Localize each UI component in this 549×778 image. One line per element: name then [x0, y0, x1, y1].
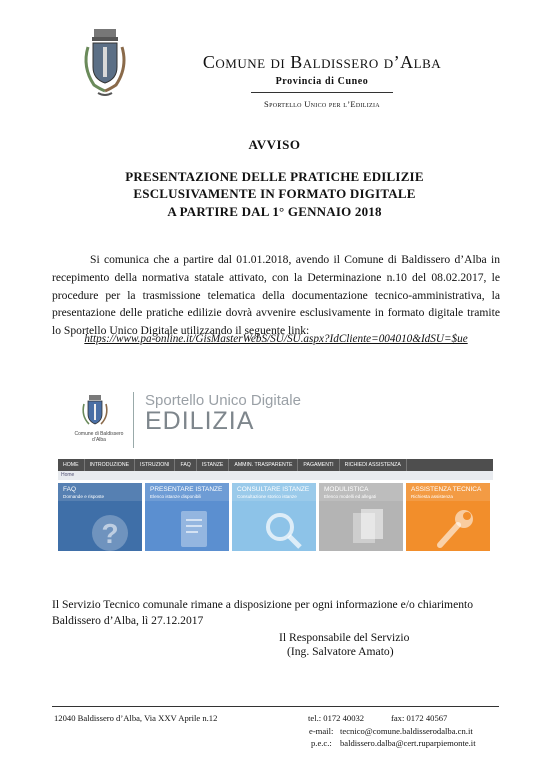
tile-desc: Richiesta assistenza	[411, 494, 453, 499]
nav-istruzioni[interactable]: ISTRUZIONI	[135, 459, 175, 471]
tile-title: PRESENTARE ISTANZE	[150, 486, 223, 493]
portal-divider	[133, 392, 134, 448]
wrench-icon	[424, 503, 484, 551]
closing-text: Il Servizio Tecnico comunale rimane a disposizione per ogni informazione e/o chiarimento	[52, 598, 474, 611]
footer-email-label: e-mail:	[309, 726, 334, 736]
notice-heading: AVVISO	[248, 137, 301, 152]
tile-title: FAQ	[63, 486, 77, 493]
nav-ammin-trasparente[interactable]: AMMIN. TRASPARENTE	[229, 459, 298, 471]
tile-consultare-istanze[interactable]	[232, 483, 316, 551]
document-icon	[163, 503, 223, 551]
question-icon	[76, 503, 136, 551]
nav-home[interactable]: HOME	[58, 459, 85, 471]
tile-desc: Elenco modelli ed allegati	[324, 494, 377, 499]
tile-title: ASSISTENZA TECNICA	[411, 486, 482, 493]
portal-screenshot	[52, 384, 499, 566]
header-divider	[251, 92, 393, 93]
magnifier-icon	[250, 503, 310, 551]
nav-pagamenti[interactable]: PAGAMENTI	[298, 459, 339, 471]
nav-introduzione[interactable]: INTRODUZIONE	[85, 459, 135, 471]
footer-email[interactable]: tecnico@comune.baldisserodalba.cn.it	[340, 726, 473, 736]
portal-nav-bar	[58, 459, 493, 471]
tile-modulistica[interactable]	[319, 483, 403, 551]
portal-subtitle: Sportello Unico Digitale	[145, 392, 301, 409]
notice-title-line-1: PRESENTAZIONE DELLE PRATICHE EDILIZIE	[125, 169, 424, 184]
notice-title-line-3: A PARTIRE DAL 1° GENNAIO 2018	[167, 204, 382, 219]
portal-title: EDILIZIA	[145, 407, 255, 435]
tile-desc: Elenco istanze disponibili	[150, 494, 202, 499]
footer-pec[interactable]: baldissero.dalba@cert.ruparpiemonte.it	[340, 738, 476, 748]
place-date: Baldissero d’Alba, lì 27.12.2017	[52, 614, 204, 627]
notice-body-paragraph: Si comunica che a partire dal 01.01.2018, avendo il Comune di Baldissero d’Alba in recepimento della normativa statale attivato, con la Determinazione n.10 del 08.02.2017, le procedure per la trasmissione telematica della documentazione tecnico-amministrativa, la presentazione delle pratiche edilizie dovrà avvenire esclusivamente in formato digitale tramite lo Sportello Unico Digitale utilizzando il seguente link:	[52, 253, 500, 338]
office-label: Sportello Unico per l’Edilizia	[264, 99, 380, 109]
province-label: Provincia di Cuneo	[275, 76, 369, 87]
footer-fax: fax: 0172 40567	[391, 713, 448, 723]
tile-presentare-istanze[interactable]	[145, 483, 229, 551]
tile-desc: Domande e risposte	[63, 494, 105, 499]
tile-faq[interactable]	[58, 483, 142, 551]
portal-link[interactable]: https://www.pa-online.it/GisMasterWebS/SU/SU.aspx?IdCliente=004010&IdSU=$ue	[84, 333, 468, 345]
footer-pec-label: p.e.c.:	[311, 738, 332, 748]
footer-divider	[52, 706, 499, 707]
portal-breadcrumb[interactable]: Home	[58, 471, 493, 480]
tile-title: CONSULTARE ISTANZE	[237, 486, 310, 493]
footer-tel: tel.: 0172 40032	[308, 713, 365, 723]
tile-assistenza-tecnica[interactable]	[406, 483, 490, 551]
notice-body	[52, 251, 500, 340]
portal-coat-of-arms-icon	[80, 394, 110, 428]
portal-comune-label: Comune di Baldissero d’Alba	[74, 431, 124, 443]
coat-of-arms-logo	[80, 27, 130, 105]
nav-istanze[interactable]: ISTANZE	[197, 459, 230, 471]
responsible-title: Il Responsabile del Servizio	[279, 631, 410, 644]
forms-icon	[337, 503, 397, 551]
notice-title-line-2: ESCLUSIVAMENTE IN FORMATO DIGITALE	[133, 186, 416, 201]
tile-title: MODULISTICA	[324, 486, 369, 493]
comune-title: Comune di Baldissero d’Alba	[202, 52, 442, 72]
responsible-name: (Ing. Salvatore Amato)	[287, 645, 394, 658]
tile-desc: Consultazione storico istanze	[237, 494, 297, 499]
footer-address: 12040 Baldissero d’Alba, Via XXV Aprile n.12	[54, 713, 218, 723]
svg-text:?: ?	[101, 518, 119, 549]
nav-faq[interactable]: FAQ	[175, 459, 196, 471]
nav-richiedi-assistenza[interactable]: RICHIEDI ASSISTENZA	[340, 459, 407, 471]
